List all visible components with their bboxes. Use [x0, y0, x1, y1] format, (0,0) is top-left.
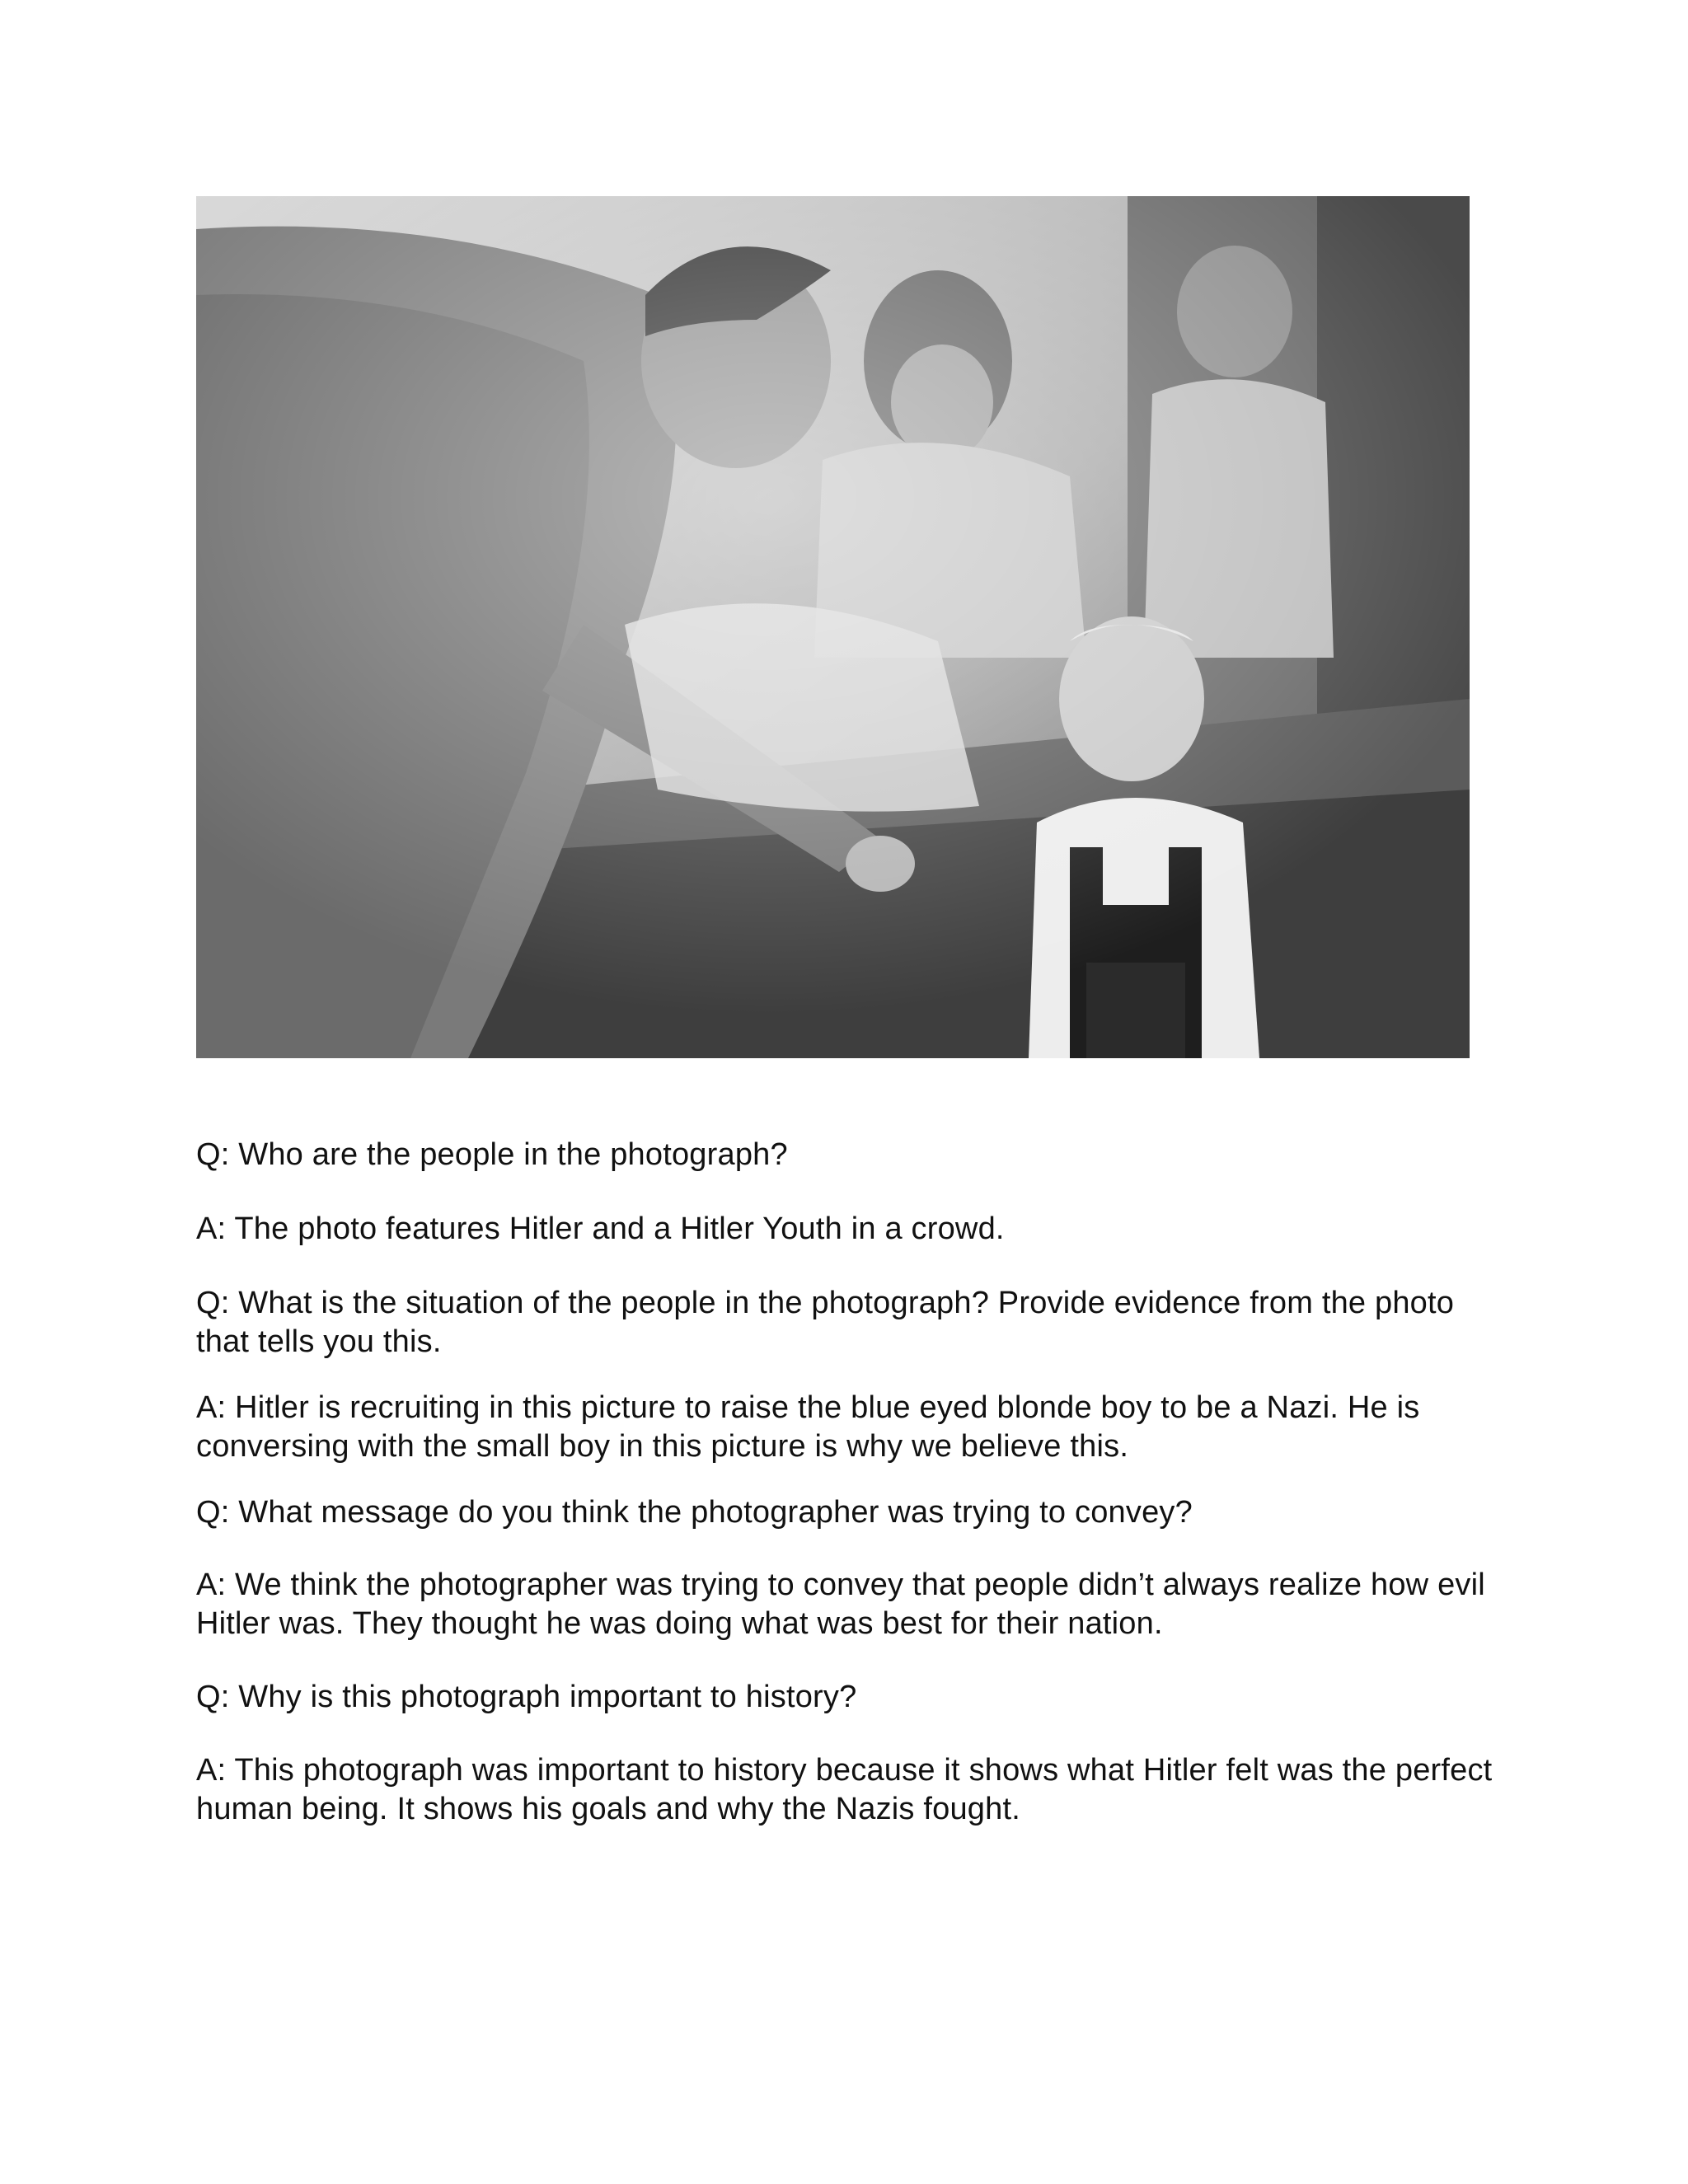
answer-1: A: The photo features Hitler and a Hitler Youth in a crowd.	[196, 1212, 1005, 1246]
answer-2: A: Hitler is recruiting in this picture to raise the blue eyed blonde boy to be a Nazi. He is conversing with the small boy in this picture is why we believe this.	[196, 1390, 1420, 1464]
historical-photograph	[196, 196, 1470, 1058]
question-1: Q: Who are the people in the photograph?	[196, 1137, 788, 1172]
question-2: Q: What is the situation of the people in the photograph? Provide evidence from the photo that tells you this.	[196, 1286, 1455, 1359]
answer-4: A: This photograph was important to history because it shows what Hitler felt was the perfect human being. It shows his goals and why the Nazis fought.	[196, 1753, 1493, 1826]
question-3: Q: What message do you think the photographer was trying to convey?	[196, 1495, 1193, 1530]
photograph-image	[196, 196, 1470, 1058]
answer-3: A: We think the photographer was trying to convey that people didn’t always realize how evil Hitler was. They thought he was doing what was best for their nation.	[196, 1568, 1485, 1641]
question-4: Q: Why is this photograph important to history?	[196, 1680, 857, 1714]
